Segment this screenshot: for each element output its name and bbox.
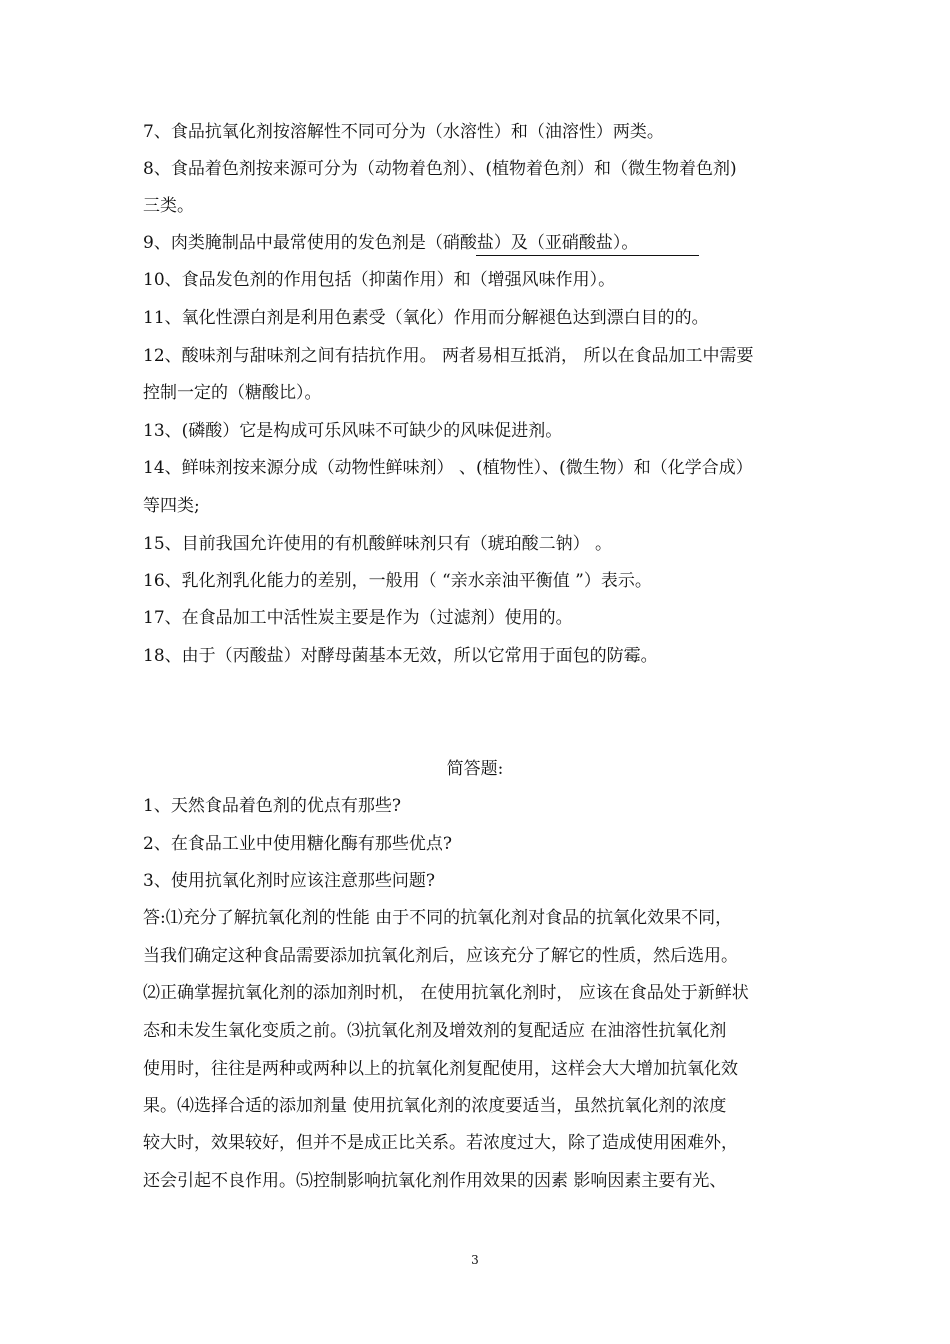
answer-line-8: 还会引起不良作用。⑸控制影响抗氧化剂作用效果的因素 影响因素主要有光、 [143, 1171, 727, 1191]
fill-item-7: 7、食品抗氧化剂按溶解性不同可分为（水溶性）和（油溶性）两类。 [143, 122, 664, 142]
answer-line-5: 使用时，往往是两种或两种以上的抗氧化剂复配使用，这样会大大增加抗氧化效 [143, 1059, 738, 1079]
fill-item-12-continued: 控制一定的（糖酸比）。 [143, 383, 322, 403]
fill-item-11: 11、氧化性漂白剂是利用色素受（氧化）作用而分解褪色达到漂白目的的。 [143, 308, 709, 328]
fill-item-15: 15、目前我国允许使用的有机酸鲜味剂只有（琥珀酸二钠） 。 [143, 534, 613, 554]
fill-item-18: 18、由于（丙酸盐）对酵母菌基本无效，所以它常用于面包的防霉。 [143, 646, 658, 666]
fill-item-9: 9、肉类腌制品中最常使用的发色剂是（硝酸盐）及（亚硝酸盐）。 [143, 233, 639, 253]
answer-line-3: ⑵正确掌握抗氧化剂的添加剂时机， 在使用抗氧化剂时， 应该在食品处于新鲜状 [143, 983, 749, 1003]
answer-line-6: 果。⑷选择合适的添加剂量 使用抗氧化剂的浓度要适当，虽然抗氧化剂的浓度 [143, 1096, 727, 1116]
answer-line-7: 较大时，效果较好，但并不是成正比关系。若浓度过大，除了造成使用困难外， [143, 1133, 738, 1153]
underline-mark [476, 255, 699, 256]
fill-item-13: 13、(磷酸）它是构成可乐风味不可缺少的风味促进剂。 [143, 421, 563, 441]
short-answer-question-1: 1、天然食品着色剂的优点有那些? [143, 796, 401, 816]
fill-item-14: 14、鲜味剂按来源分成（动物性鲜味剂） 、(植物性）、(微生物）和（化学合成） [143, 458, 753, 478]
fill-item-8-continued: 三类。 [143, 196, 194, 216]
fill-item-16: 16、乳化剂乳化能力的差别，一般用（ “亲水亲油平衡值 ”）表示。 [143, 571, 652, 591]
fill-item-12: 12、酸味剂与甜味剂之间有拮抗作用。 两者易相互抵消， 所以在食品加工中需要 [143, 346, 754, 366]
fill-item-8: 8、食品着色剂按来源可分为（动物着色剂）、(植物着色剂）和（微生物着色剂) [143, 159, 737, 179]
answer-line-1: 答:⑴充分了解抗氧化剂的性能 由于不同的抗氧化剂对食品的抗氧化效果不同， [143, 908, 733, 928]
answer-line-2: 当我们确定这种食品需要添加抗氧化剂后，应该充分了解它的性质，然后选用。 [143, 946, 738, 966]
fill-item-14-continued: 等四类; [143, 496, 200, 516]
answer-line-4: 态和未发生氧化变质之前。⑶抗氧化剂及增效剂的复配适应 在油溶性抗氧化剂 [143, 1021, 727, 1041]
page-number: 3 [471, 1253, 479, 1267]
short-answer-heading: 简答题: [446, 759, 504, 779]
short-answer-question-2: 2、在食品工业中使用糖化酶有那些优点? [143, 834, 452, 854]
fill-item-17: 17、在食品加工中活性炭主要是作为（过滤剂）使用的。 [143, 608, 573, 628]
short-answer-question-3: 3、使用抗氧化剂时应该注意那些问题? [143, 871, 435, 891]
fill-item-10: 10、食品发色剂的作用包括（抑菌作用）和（增强风味作用）。 [143, 270, 616, 290]
